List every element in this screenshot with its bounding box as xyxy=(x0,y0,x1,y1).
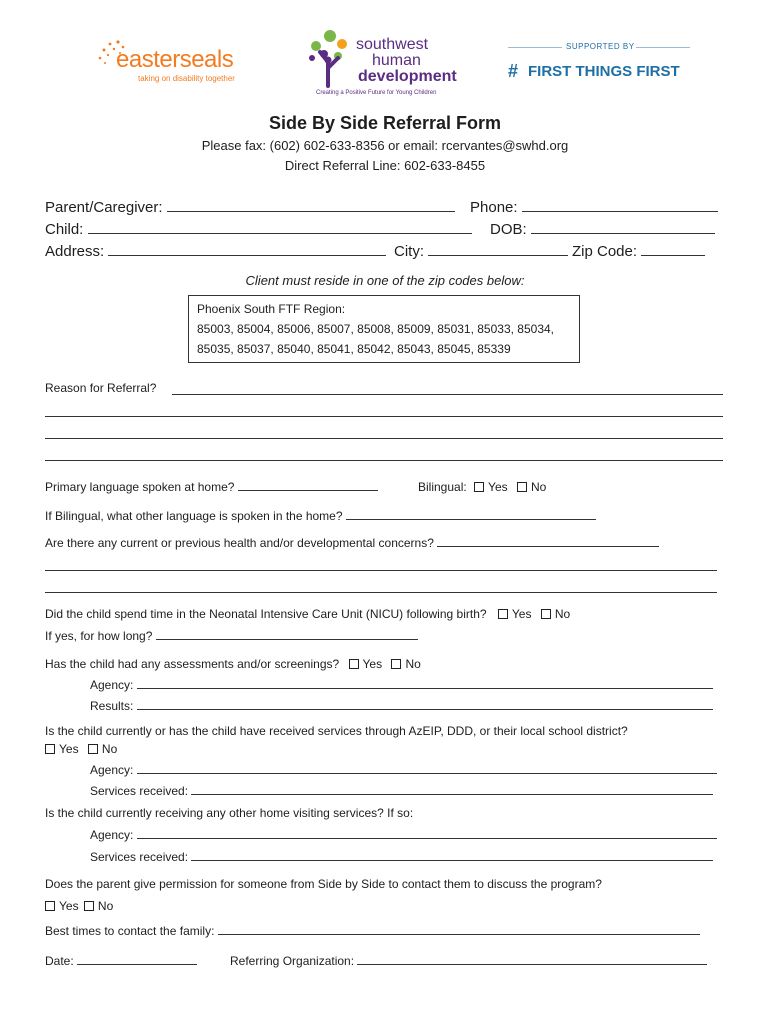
date-field[interactable] xyxy=(77,954,197,965)
services-label: Is the child currently or has the child have received services through AzEIP, DDD, or their local school district? xyxy=(45,724,628,738)
services-yes-label: Yes xyxy=(59,742,79,756)
dob-label: DOB: xyxy=(490,221,527,238)
bilingual-label: Bilingual: xyxy=(418,480,467,494)
referring-org-field[interactable] xyxy=(357,954,707,965)
bilingual-yes-checkbox[interactable] xyxy=(474,482,484,492)
assessments-results-field[interactable] xyxy=(137,699,713,710)
address-field[interactable] xyxy=(108,245,386,256)
home-visiting-services-label: Services received: xyxy=(90,850,189,864)
parent-field[interactable] xyxy=(167,201,455,212)
other-language-label: If Bilingual, what other language is spoken in the home? xyxy=(45,509,343,523)
assessments-no-checkbox[interactable] xyxy=(391,659,401,669)
nicu-no-checkbox[interactable] xyxy=(541,609,551,619)
assessments-yes-checkbox[interactable] xyxy=(349,659,359,669)
zip-list-line1: 85003, 85004, 85006, 85007, 85008, 85009, 85031, 85033, 85034, xyxy=(197,322,554,336)
permission-no-label: No xyxy=(97,899,114,913)
assessments-agency-field[interactable] xyxy=(137,678,713,689)
city-label: City: xyxy=(394,243,424,260)
easterseals-tagline: taking on disability together xyxy=(138,74,235,83)
ftf-wordmark: FIRST THINGS FIRST xyxy=(528,63,680,80)
home-visiting-agency-label: Agency: xyxy=(90,828,134,842)
permission-yes-label: Yes xyxy=(59,899,79,913)
language-field[interactable] xyxy=(238,480,378,491)
dob-field[interactable] xyxy=(531,223,715,234)
nicu-yes-checkbox[interactable] xyxy=(498,609,508,619)
reason-line-3[interactable] xyxy=(45,438,723,439)
zip-notice: Client must reside in one of the zip codes below: xyxy=(245,273,525,288)
assessments-yes-label: Yes xyxy=(362,657,383,671)
concerns-line-3[interactable] xyxy=(45,592,717,593)
swhd-tagline: Creating a Positive Future for Young Children xyxy=(316,90,437,96)
tree-icon xyxy=(306,28,354,90)
home-visiting-agency-field[interactable] xyxy=(137,828,717,839)
concerns-line-2[interactable] xyxy=(45,570,717,571)
bilingual-yes-label: Yes xyxy=(488,480,508,494)
permission-no-checkbox[interactable] xyxy=(84,901,94,911)
permission-label: Does the parent give permission for someone from Side by Side to contact them to discuss the program? xyxy=(45,877,602,891)
other-language-field[interactable] xyxy=(346,509,596,520)
address-label: Address: xyxy=(45,243,105,260)
direct-referral-line: Direct Referral Line: 602-633-8455 xyxy=(284,158,486,173)
hashtag-icon: # xyxy=(508,61,519,81)
best-times-label: Best times to contact the family: xyxy=(45,924,215,938)
bilingual-no-checkbox[interactable] xyxy=(517,482,527,492)
zip-region: Phoenix South FTF Region: xyxy=(197,302,346,316)
fax-line: Please fax: (602) 602-633-8356 or email: rcervantes@swhd.org xyxy=(201,138,569,153)
services-no-checkbox[interactable] xyxy=(88,744,98,754)
swhd-line1: southwest xyxy=(356,36,429,53)
nicu-label: Did the child spend time in the Neonatal Intensive Care Unit (NICU) following birth? xyxy=(45,607,487,621)
services-yes-checkbox[interactable] xyxy=(45,744,55,754)
assessments-results-label: Results: xyxy=(90,699,134,713)
concerns-field[interactable] xyxy=(437,536,659,547)
date-label: Date: xyxy=(45,954,74,968)
ftf-supported-by: SUPPORTED BY xyxy=(566,42,635,51)
reason-label: Reason for Referral? xyxy=(45,381,157,395)
assessments-label: Has the child had any assessments and/or screenings? xyxy=(45,657,340,671)
nicu-no-label: No xyxy=(554,607,571,621)
home-visiting-services-field[interactable] xyxy=(191,850,713,861)
referring-org-label: Referring Organization: xyxy=(230,954,355,968)
easterseals-logo xyxy=(96,38,246,88)
zip-code-box xyxy=(188,295,580,363)
services-no-label: No xyxy=(101,742,118,756)
reason-line-2[interactable] xyxy=(45,416,723,417)
swhd-logo xyxy=(306,26,466,98)
best-times-field[interactable] xyxy=(218,924,700,935)
phone-field[interactable] xyxy=(522,201,718,212)
concerns-label: Are there any current or previous health and/or developmental concerns? xyxy=(45,536,434,550)
ftf-logo xyxy=(506,42,692,84)
child-label: Child: xyxy=(45,221,84,238)
language-label: Primary language spoken at home? xyxy=(45,480,235,494)
zip-field[interactable] xyxy=(641,245,705,256)
city-field[interactable] xyxy=(428,245,568,256)
easterseals-wordmark: easterseals xyxy=(116,46,234,73)
form-title: Side By Side Referral Form xyxy=(268,113,502,133)
services-received-field[interactable] xyxy=(191,784,713,795)
reason-line-4[interactable] xyxy=(45,460,723,461)
bilingual-no-label: No xyxy=(530,480,547,494)
how-long-label: If yes, for how long? xyxy=(45,629,153,643)
child-field[interactable] xyxy=(88,223,472,234)
permission-yes-checkbox[interactable] xyxy=(45,901,55,911)
services-agency-label: Agency: xyxy=(90,763,134,777)
reason-field[interactable] xyxy=(172,394,723,395)
phone-label: Phone: xyxy=(470,199,518,216)
nicu-yes-label: Yes xyxy=(511,607,532,621)
home-visiting-label: Is the child currently receiving any other home visiting services? If so: xyxy=(45,806,414,820)
assessments-no-label: No xyxy=(405,657,421,671)
swhd-line3: development xyxy=(358,68,457,85)
swhd-line2: human xyxy=(372,52,421,69)
parent-label: Parent/Caregiver: xyxy=(45,199,163,216)
zip-label: Zip Code: xyxy=(572,243,638,260)
services-agency-field[interactable] xyxy=(137,763,717,774)
zip-list-line2: 85035, 85037, 85040, 85041, 85042, 85043, 85045, 85339 xyxy=(197,342,511,356)
assessments-agency-label: Agency: xyxy=(90,678,134,692)
services-received-label: Services received: xyxy=(90,784,189,798)
how-long-field[interactable] xyxy=(156,629,418,640)
